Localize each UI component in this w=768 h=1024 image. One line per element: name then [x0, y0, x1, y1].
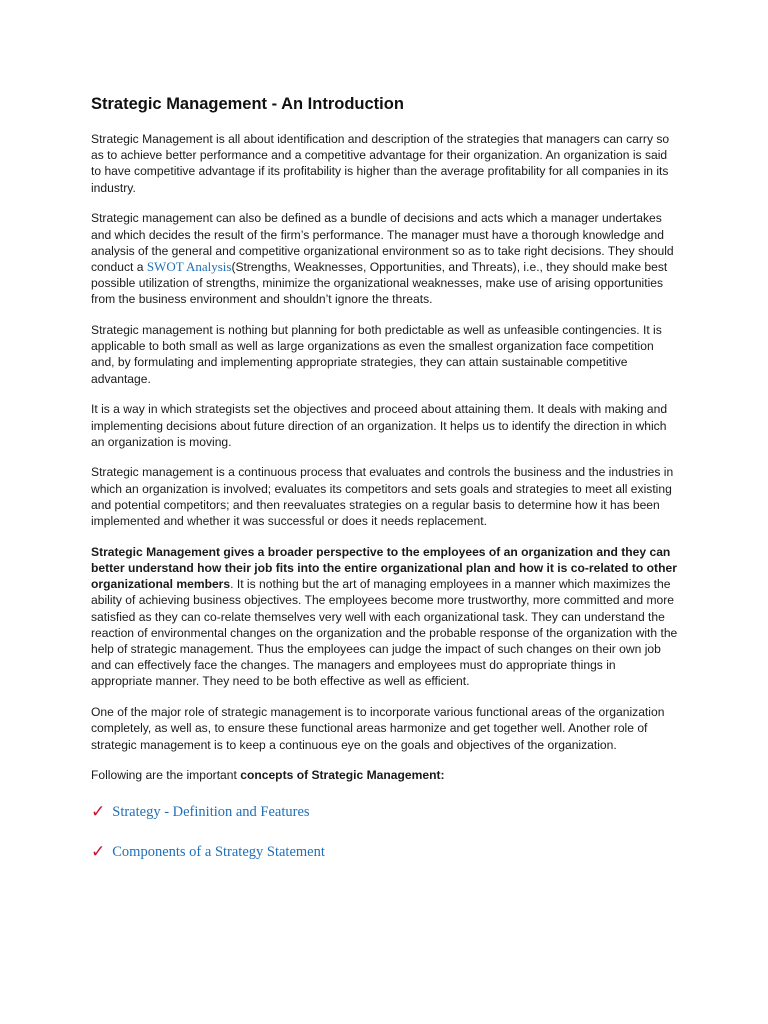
- paragraph-intro: Strategic Management is all about identification and description of the strategies that managers can carry so as to achieve better performance and a competitive advantage for their organization. An organization is said to have competitive advantage if its profitability is higher than the average profitability for all companies in its industry.: [91, 132, 670, 195]
- concepts-intro-bold: concepts of Strategic Management:: [240, 768, 445, 783]
- strategy-components-link[interactable]: Components of a Strategy Statement: [112, 843, 325, 860]
- checkmark-icon: ✓: [91, 802, 106, 823]
- paragraph-employees-bold: Strategic Management gives a broader perspective to the employees of an organization and they can better understand how their job fits into the entire organizational plan and how it is co-related to other organizational members: [91, 544, 677, 592]
- list-item: [91, 843, 680, 861]
- strategy-definition-link[interactable]: Strategy - Definition and Features: [112, 803, 310, 820]
- page-title: Strategic Management - An Introduction: [91, 95, 404, 113]
- checkmark-icon: ✓: [91, 842, 106, 863]
- concepts-intro-text: Following are the important: [91, 768, 241, 783]
- paragraph-employees-rest: . It is nothing but the art of managing employees in a manner which maximizes the ability of achieving business objectives. The employees become more trustworthy, more committed and more satisfied as they can co-relate themselves very well with each organizational task. They can understand the reaction of environmental changes on the organization and the probable response of the organization with the help of strategic management. Thus the employees can judge the impact of such changes on their own job and can effectively face the changes. The managers and employees must do appropriate things in appropriate manner. They need to be both effective as well as efficient.: [91, 577, 678, 689]
- swot-analysis-link[interactable]: SWOT Analysis: [146, 258, 232, 274]
- paragraph-objectives: It is a way in which strategists set the objectives and proceed about attaining them. It deals with making and implementing decisions about future direction of an organization. It helps us to identify the direction in which an organization is moving.: [91, 402, 668, 449]
- concept-list: [91, 803, 680, 861]
- paragraph-definition-start: Strategic management can also be defined as a bundle of decisions and acts which a manager undertakes and which decides the result of the firm’s performance. The manager must have a thorough knowledge and analysis of the general and competitive organizational environment so as to take right decisions. They should conduct a: [91, 211, 674, 274]
- paragraph-definition-end: (Strengths, Weaknesses, Opportunities, and Threats), i.e., they should make best possible utilization of strengths, minimize the organizational weaknesses, make use of arising opportunities from the business environment and shouldn’t ignore the threats.: [91, 259, 668, 307]
- paragraph-planning: Strategic management is nothing but planning for both predictable as well as unfeasible contingencies. It is applicable to both small as well as large organizations as even the smallest organization face competition and, by formulating and implementing appropriate strategies, they can attain sustainable competitive advantage.: [91, 323, 662, 386]
- paragraph-functional-areas: One of the major role of strategic management is to incorporate various functional areas of the organization completely, as well as, to ensure these functional areas harmonize and get together well. Another role of strategic management is to keep a continuous eye on the goals and objectives of the organization.: [91, 705, 665, 752]
- paragraph-continuous-process: Strategic management is a continuous process that evaluates and controls the business and the industries in which an organization is involved; evaluates its competitors and sets goals and strategies to meet all existing and potential competitors; and then reevaluates strategies on a regular basis to determine how it has been implemented and whether it was successful or does it needs replacement.: [91, 465, 674, 529]
- paragraph-definition: [91, 210, 680, 307]
- paragraph-concepts-intro: [91, 767, 680, 783]
- list-item: [91, 803, 680, 821]
- paragraph-employees: [91, 544, 680, 690]
